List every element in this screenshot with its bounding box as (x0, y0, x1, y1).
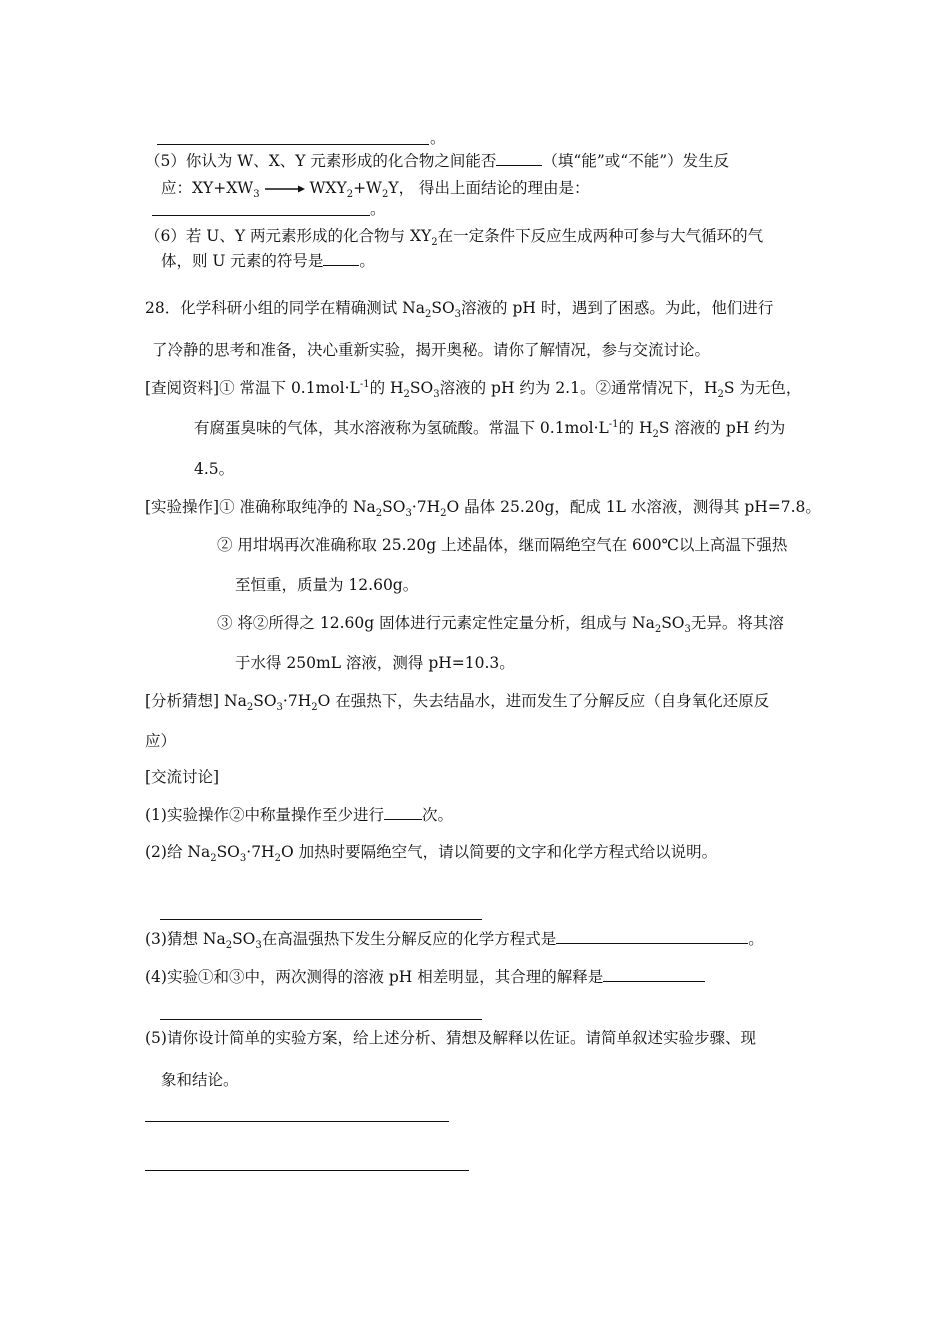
q6-answer-blank[interactable] (323, 250, 359, 266)
subscript: 2 (403, 389, 410, 401)
subscript: 2 (311, 702, 318, 714)
text: SO (661, 614, 685, 632)
text: ③ 将②所得之 12.60g 固体进行元素定性定量分析，组成与 Na (217, 614, 655, 632)
subscript: 2 (424, 309, 432, 321)
subscript: 3 (433, 389, 440, 401)
text: SO (216, 843, 240, 861)
text: ·7H (246, 843, 275, 861)
d2-answer-line[interactable] (160, 919, 482, 920)
subscript: 2 (654, 624, 662, 636)
q5-answer-blank[interactable] (496, 150, 542, 166)
q5-line2 (161, 178, 590, 201)
text: [查阅资料]① 常温下 0.1mol·L (145, 379, 360, 397)
q5-text-b: （填“能”或“不能”）发生反 (542, 152, 730, 170)
subscript: 3 (253, 189, 260, 201)
reaction-arrow-icon (265, 184, 305, 194)
superscript: -1 (359, 378, 370, 390)
period: 。 (748, 930, 764, 948)
discussion-q2 (145, 842, 718, 865)
subscript: 3 (405, 508, 412, 520)
d4-answer-line[interactable] (160, 1019, 482, 1020)
q6-text-c: 体，则 U 元素的符号是 (161, 252, 324, 270)
text: O 晶体 25.20g，配成 1L 水溶液，测得其 pH=7.8。 (446, 498, 821, 516)
q5-text-a: （5）你认为 W、X、Y 元素形成的化合物之间能否 (145, 152, 497, 170)
text: O 加热时要隔绝空气，请以简要的文字和化学方程式给以说明。 (280, 843, 718, 861)
d5-answer-line-2[interactable] (145, 1170, 469, 1171)
subscript: 2 (717, 389, 724, 401)
text: SO (382, 498, 406, 516)
discussion-q3 (145, 928, 764, 952)
discussion-q1 (145, 804, 453, 825)
q5-line1 (145, 150, 729, 171)
subscript: 3 (684, 624, 691, 636)
discussion-q5-line2: 象和结论。 (161, 1071, 239, 1089)
text: 有腐蛋臭味的气体，其水溶液称为氢硫酸。常温下 0.1mol·L (194, 419, 609, 437)
subscript: 2 (431, 237, 438, 249)
text: [分析猜想] Na (145, 692, 247, 710)
superscript: -1 (608, 418, 619, 430)
subscript: 2 (375, 508, 383, 520)
text: SO (232, 930, 256, 948)
text: 次。 (421, 806, 453, 824)
text: SO (253, 692, 277, 710)
d5-answer-line-1[interactable] (145, 1121, 449, 1122)
operation-line-5: 于水得 250mL 溶液，测得 pH=10.3。 (235, 654, 515, 672)
text: 溶液的 pH 时，遇到了困惑。为此，他们进行 (461, 299, 774, 317)
text: 无异。将其溶 (690, 614, 784, 632)
text: 的 H (618, 419, 653, 437)
subscript: 3 (276, 702, 283, 714)
text: SO (431, 299, 455, 317)
text: 溶液的 pH 约为 2.1。②通常情况下，H (439, 379, 718, 397)
q28-intro-2: 了冷静的思考和准备，决心重新实验，揭开奥秘。请你了解情况，参与交流讨论。 (152, 341, 711, 359)
text: ·7H (282, 692, 312, 710)
answer-line-top[interactable] (157, 144, 429, 145)
q6-line2 (161, 250, 375, 271)
subscript: 2 (346, 189, 354, 201)
text: ·7H (411, 498, 441, 516)
reference-line-3: 4.5。 (194, 460, 235, 478)
text: (2)给 Na (145, 843, 211, 861)
discussion-q5-line1: (5)请你设计简单的实验方案，给上述分析、猜想及解释以佐证。请简单叙述实验步骤、现 (145, 1029, 756, 1047)
q5-eq-left: 应：XY+XW (161, 179, 254, 197)
analysis-line-2: 应） (145, 732, 177, 750)
subscript: 3 (255, 940, 262, 952)
subscript: 3 (454, 309, 462, 321)
subscript: 2 (225, 940, 233, 952)
text: S 为无色， (723, 379, 802, 397)
period: 。 (370, 200, 386, 218)
subscript: 2 (246, 702, 254, 714)
reference-line-2 (194, 418, 786, 441)
text: (1)实验操作②中称量操作至少进行 (145, 806, 384, 824)
text: (3)猜想 Na (145, 930, 226, 948)
subscript: 2 (274, 853, 281, 865)
subscript: 2 (210, 853, 217, 865)
text: 在高温强热下发生分解反应的化学方程式是 (261, 930, 557, 948)
text: [实验操作]① 准确称取纯净的 Na (145, 498, 376, 516)
q28-intro-1 (145, 298, 774, 321)
period: 。 (430, 129, 446, 147)
subscript: 2 (381, 189, 389, 201)
text: S 溶液的 pH 约为 (658, 419, 786, 437)
text: SO (409, 379, 434, 397)
operation-line-2: ② 用坩埚再次准确称取 25.20g 上述晶体，继而隔绝空气在 600℃以上高温下强热 (217, 536, 788, 554)
text: (4)实验①和③中，两次测得的溶液 pH 相差明显，其合理的解释是 (145, 968, 604, 986)
operation-line-1 (145, 497, 821, 520)
subscript: 2 (652, 429, 659, 441)
d3-answer-blank[interactable] (556, 928, 748, 944)
q6-text-a: （6）若 U、Y 两元素形成的化合物与 XY (145, 227, 432, 245)
discussion-q4 (145, 966, 705, 987)
reference-line-1 (145, 378, 802, 401)
q5-reason-prompt: Y， 得出上面结论的理由是： (388, 179, 590, 197)
q5-eq-plus: +W (353, 179, 382, 197)
q6-line1 (145, 226, 764, 249)
q5-eq-right: WXY (309, 179, 347, 197)
d4-answer-blank[interactable] (603, 966, 705, 982)
q6-text-b: 在一定条件下反应生成两种可参与大气循环的气 (437, 227, 764, 245)
q5-reason-line[interactable] (152, 215, 370, 216)
text: 28．化学科研小组的同学在精确测试 Na (145, 299, 425, 317)
discussion-heading: [交流讨论] (145, 768, 220, 786)
d1-answer-blank[interactable] (384, 804, 422, 820)
period: 。 (359, 252, 375, 270)
operation-line-3: 至恒重，质量为 12.60g。 (235, 576, 419, 594)
subscript: 3 (239, 853, 247, 865)
subscript: 2 (440, 508, 447, 520)
operation-line-4 (217, 613, 784, 636)
text: 的 H (369, 379, 404, 397)
analysis-line-1 (145, 691, 770, 714)
text: O 在强热下，失去结晶水，进而发生了分解反应（自身氧化还原反 (317, 692, 770, 710)
